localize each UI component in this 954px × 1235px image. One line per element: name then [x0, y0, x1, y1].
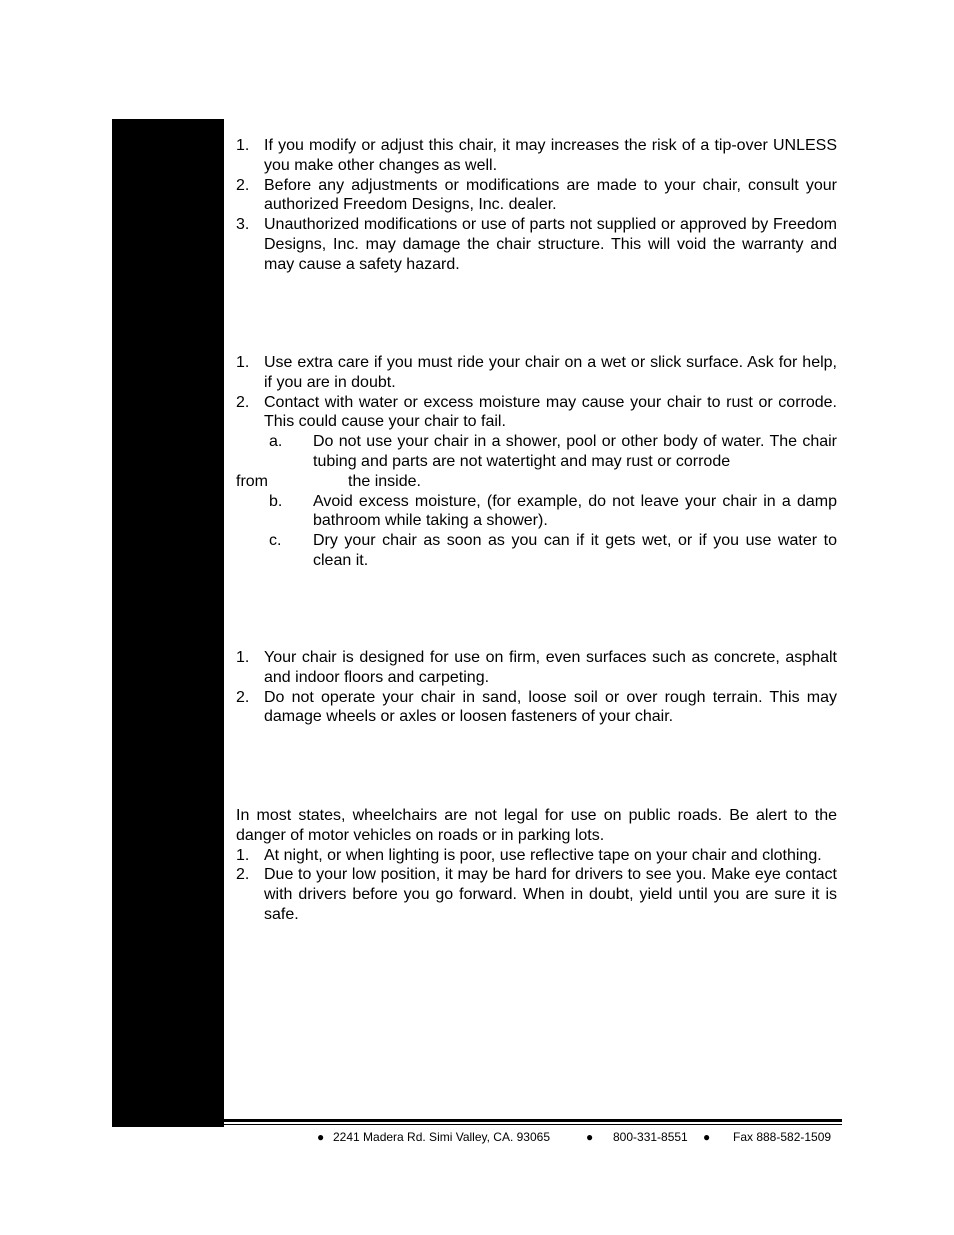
list-item [236, 846, 837, 866]
sub-list-item [236, 531, 837, 571]
bullet-icon: ● [317, 1130, 325, 1144]
sub-list-letter: c. [269, 532, 282, 550]
sub-list-text: Do not use your chair in a shower, pool or other body of water. The chair tubing and parts are not watertight and may rust or corrode [313, 433, 837, 470]
list-item [236, 688, 837, 728]
bullet-icon: ● [586, 1130, 594, 1144]
sub-list-item [236, 432, 837, 472]
list-item [236, 136, 837, 176]
list-item [236, 865, 837, 924]
list-number: 1. [236, 846, 250, 864]
footer-address: 2241 Madera Rd. Simi Valley, CA. 93065 [333, 1130, 551, 1144]
roads-intro: In most states, wheelchairs are not legal for use on public roads. Be alert to the danger of motor vehicles on roads or in parking lots. [236, 807, 837, 844]
list-number: 1. [236, 137, 250, 154]
bullet-icon: ● [703, 1130, 711, 1144]
list-text: If you modify or adjust this chair, it may increases the risk of a tip-over UNLESS you make other changes as well. [264, 137, 837, 174]
footer-phone: 800-331-8551 [613, 1130, 688, 1144]
list-text: Do not operate your chair in sand, loose soil or over rough terrain. This may damage wheels or axles or loosen fasteners of your chair. [264, 688, 837, 726]
list-item [236, 176, 837, 216]
sub-list-text: Dry your chair as soon as you can if it gets wet, or if you use water to clean it. [313, 532, 837, 569]
sub-list-item [236, 492, 837, 532]
sub-list-item-continuation [236, 472, 837, 492]
list-number: 1. [236, 354, 250, 371]
list-number: 2. [236, 176, 250, 194]
list-text: Unauthorized modifications or use of parts not supplied or approved by Freedom Designs, Inc. may damage the chair structure. This will void the warranty and may cause a safety hazard. [264, 216, 837, 273]
modifications-list [236, 136, 837, 275]
sub-list-letter: a. [269, 433, 283, 451]
list-item [236, 215, 837, 274]
list-number: 3. [236, 216, 250, 234]
sub-list-letter: b. [269, 492, 283, 510]
moisture-list [236, 353, 837, 571]
continuation-word: from [236, 472, 268, 490]
list-text: Your chair is designed for use on firm, even surfaces such as concrete, asphalt and indoor floors and carpeting. [264, 649, 837, 686]
list-number: 1. [236, 649, 250, 666]
list-number: 2. [236, 866, 250, 884]
sub-list-text: Avoid excess moisture, (for example, do not leave your chair in a damp bathroom while taking a shower). [313, 492, 837, 530]
footer-contact [300, 1129, 837, 1145]
terrain-list [236, 648, 837, 727]
footer-rule-thin [224, 1124, 842, 1125]
list-text: Contact with water or excess moisture may cause your chair to rust or corrode. This could cause your chair to fail. [264, 393, 837, 431]
list-item [236, 353, 837, 393]
list-text: At night, or when lighting is poor, use reflective tape on your chair and clothing. [264, 846, 822, 864]
footer-fax: Fax 888-582-1509 [733, 1130, 832, 1144]
roads-section [236, 806, 837, 925]
list-item [236, 648, 837, 688]
sidebar-bar [112, 119, 224, 1127]
continuation-text: the inside. [348, 472, 421, 490]
footer-rule-thick [224, 1119, 842, 1122]
list-item [236, 393, 837, 433]
list-number: 2. [236, 393, 250, 411]
list-number: 2. [236, 688, 250, 706]
list-text: Due to your low position, it may be hard for drivers to see you. Make eye contact with drivers before you go forward. When in doubt, yield until you are sure it is safe. [264, 866, 837, 923]
list-text: Before any adjustments or modifications are made to your chair, consult your authorized Freedom Designs, Inc. dealer. [264, 176, 837, 214]
list-text: Use extra care if you must ride your chair on a wet or slick surface. Ask for help, if you are in doubt. [264, 354, 837, 391]
